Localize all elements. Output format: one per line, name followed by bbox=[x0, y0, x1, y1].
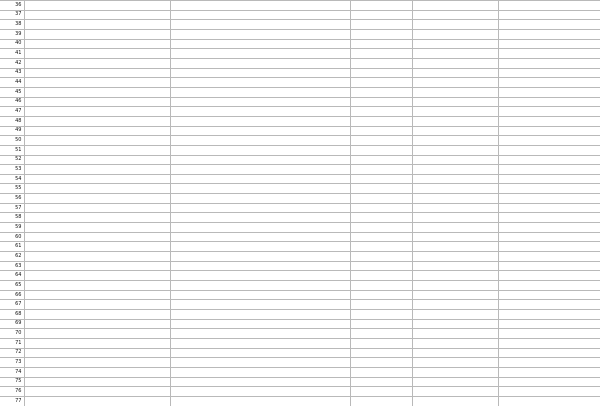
association-cell bbox=[498, 155, 600, 165]
row-id-cell: 63 bbox=[0, 261, 24, 271]
phone-number-cell bbox=[412, 213, 498, 223]
contact-name-cell bbox=[350, 223, 412, 233]
phone-number-cell bbox=[412, 184, 498, 194]
table-row bbox=[0, 184, 600, 194]
table-row bbox=[0, 97, 600, 107]
contact-name-cell bbox=[350, 252, 412, 262]
phone-number-cell bbox=[412, 396, 498, 406]
row-id-cell: 43 bbox=[0, 68, 24, 78]
association-cell bbox=[498, 232, 600, 242]
phone-number-cell bbox=[412, 136, 498, 146]
contact-name-cell bbox=[350, 329, 412, 339]
address-cell bbox=[170, 319, 350, 329]
address-cell bbox=[170, 348, 350, 358]
table-row bbox=[0, 387, 600, 397]
phone-number-cell bbox=[412, 290, 498, 300]
address-cell bbox=[170, 271, 350, 281]
address-cell bbox=[170, 203, 350, 213]
contact-name-cell bbox=[350, 155, 412, 165]
company-name-cell bbox=[24, 290, 170, 300]
contact-name-cell bbox=[350, 271, 412, 281]
phone-number-cell bbox=[412, 165, 498, 175]
contact-name-cell bbox=[350, 174, 412, 184]
table-row bbox=[0, 165, 600, 175]
row-id-cell: 38 bbox=[0, 20, 24, 30]
table-row bbox=[0, 145, 600, 155]
contact-name-cell bbox=[350, 310, 412, 320]
company-name-cell bbox=[24, 281, 170, 291]
association-cell bbox=[498, 29, 600, 39]
contact-name-cell bbox=[350, 107, 412, 117]
address-cell bbox=[170, 242, 350, 252]
company-name-cell bbox=[24, 261, 170, 271]
table-row bbox=[0, 348, 600, 358]
address-cell bbox=[170, 97, 350, 107]
address-cell bbox=[170, 290, 350, 300]
contact-name-cell bbox=[350, 194, 412, 204]
row-id-cell: 56 bbox=[0, 194, 24, 204]
phone-number-cell bbox=[412, 97, 498, 107]
company-name-cell bbox=[24, 136, 170, 146]
table-row bbox=[0, 396, 600, 406]
contact-name-cell bbox=[350, 300, 412, 310]
row-id-cell: 48 bbox=[0, 116, 24, 126]
table-row bbox=[0, 271, 600, 281]
row-id-cell: 54 bbox=[0, 174, 24, 184]
association-cell bbox=[498, 10, 600, 20]
phone-number-cell bbox=[412, 377, 498, 387]
address-cell bbox=[170, 223, 350, 233]
contact-name-cell bbox=[350, 49, 412, 59]
table-row bbox=[0, 242, 600, 252]
company-name-cell bbox=[24, 348, 170, 358]
company-name-cell bbox=[24, 358, 170, 368]
row-id-cell: 69 bbox=[0, 319, 24, 329]
address-cell bbox=[170, 1, 350, 11]
row-id-cell: 37 bbox=[0, 10, 24, 20]
row-id-cell: 55 bbox=[0, 184, 24, 194]
association-cell bbox=[498, 78, 600, 88]
phone-number-cell bbox=[412, 261, 498, 271]
contact-name-cell bbox=[350, 232, 412, 242]
company-name-cell bbox=[24, 165, 170, 175]
contact-name-cell bbox=[350, 290, 412, 300]
association-cell bbox=[498, 1, 600, 11]
contact-name-cell bbox=[350, 20, 412, 30]
association-cell bbox=[498, 396, 600, 406]
address-cell bbox=[170, 377, 350, 387]
table-row bbox=[0, 261, 600, 271]
company-name-cell bbox=[24, 49, 170, 59]
phone-number-cell bbox=[412, 155, 498, 165]
phone-number-cell bbox=[412, 252, 498, 262]
phone-number-cell bbox=[412, 126, 498, 136]
association-cell bbox=[498, 338, 600, 348]
row-id-cell: 50 bbox=[0, 136, 24, 146]
contact-name-cell bbox=[350, 281, 412, 291]
company-name-cell bbox=[24, 97, 170, 107]
company-name-cell bbox=[24, 310, 170, 320]
company-name-cell bbox=[24, 194, 170, 204]
association-cell bbox=[498, 136, 600, 146]
association-cell bbox=[498, 271, 600, 281]
row-id-cell: 51 bbox=[0, 145, 24, 155]
address-cell bbox=[170, 165, 350, 175]
association-cell bbox=[498, 310, 600, 320]
company-name-cell bbox=[24, 10, 170, 20]
company-name-cell bbox=[24, 184, 170, 194]
row-id-cell: 40 bbox=[0, 39, 24, 49]
phone-number-cell bbox=[412, 1, 498, 11]
association-cell bbox=[498, 49, 600, 59]
table-row bbox=[0, 68, 600, 78]
phone-number-cell bbox=[412, 10, 498, 20]
address-cell bbox=[170, 155, 350, 165]
contact-name-cell bbox=[350, 358, 412, 368]
table-row bbox=[0, 87, 600, 97]
address-cell bbox=[170, 194, 350, 204]
phone-number-cell bbox=[412, 174, 498, 184]
company-name-cell bbox=[24, 232, 170, 242]
contact-name-cell bbox=[350, 184, 412, 194]
address-cell bbox=[170, 174, 350, 184]
association-cell bbox=[498, 97, 600, 107]
address-cell bbox=[170, 145, 350, 155]
row-id-cell: 71 bbox=[0, 338, 24, 348]
phone-number-cell bbox=[412, 78, 498, 88]
contact-name-cell bbox=[350, 126, 412, 136]
company-name-cell bbox=[24, 387, 170, 397]
address-cell bbox=[170, 300, 350, 310]
association-cell bbox=[498, 387, 600, 397]
address-cell bbox=[170, 10, 350, 20]
company-name-cell bbox=[24, 338, 170, 348]
association-cell bbox=[498, 348, 600, 358]
address-cell bbox=[170, 232, 350, 242]
contact-name-cell bbox=[350, 29, 412, 39]
table-row bbox=[0, 367, 600, 377]
phone-number-cell bbox=[412, 329, 498, 339]
phone-number-cell bbox=[412, 367, 498, 377]
address-cell bbox=[170, 58, 350, 68]
company-name-cell bbox=[24, 126, 170, 136]
table-row bbox=[0, 319, 600, 329]
table-row bbox=[0, 49, 600, 59]
table-row bbox=[0, 203, 600, 213]
phone-number-cell bbox=[412, 223, 498, 233]
table-row bbox=[0, 300, 600, 310]
association-cell bbox=[498, 126, 600, 136]
contact-name-cell bbox=[350, 58, 412, 68]
table-row bbox=[0, 155, 600, 165]
row-id-cell: 72 bbox=[0, 348, 24, 358]
company-name-cell bbox=[24, 300, 170, 310]
association-cell bbox=[498, 300, 600, 310]
row-id-cell: 53 bbox=[0, 165, 24, 175]
row-id-cell: 76 bbox=[0, 387, 24, 397]
company-name-cell bbox=[24, 396, 170, 406]
table-row bbox=[0, 252, 600, 262]
phone-number-cell bbox=[412, 39, 498, 49]
association-cell bbox=[498, 58, 600, 68]
contact-name-cell bbox=[350, 396, 412, 406]
phone-number-cell bbox=[412, 338, 498, 348]
address-cell bbox=[170, 29, 350, 39]
address-cell bbox=[170, 136, 350, 146]
row-id-cell: 39 bbox=[0, 29, 24, 39]
company-name-cell bbox=[24, 252, 170, 262]
table-row bbox=[0, 223, 600, 233]
company-name-cell bbox=[24, 1, 170, 11]
company-name-cell bbox=[24, 213, 170, 223]
association-cell bbox=[498, 116, 600, 126]
row-id-cell: 75 bbox=[0, 377, 24, 387]
association-cell bbox=[498, 261, 600, 271]
company-name-cell bbox=[24, 107, 170, 117]
contact-name-cell bbox=[350, 165, 412, 175]
company-name-cell bbox=[24, 377, 170, 387]
address-cell bbox=[170, 126, 350, 136]
company-name-cell bbox=[24, 223, 170, 233]
association-cell bbox=[498, 145, 600, 155]
table-row bbox=[0, 377, 600, 387]
row-id-cell: 59 bbox=[0, 223, 24, 233]
address-cell bbox=[170, 367, 350, 377]
directory-body bbox=[0, 1, 600, 406]
table-row bbox=[0, 174, 600, 184]
association-cell bbox=[498, 223, 600, 233]
phone-number-cell bbox=[412, 49, 498, 59]
row-id-cell: 44 bbox=[0, 78, 24, 88]
table-row bbox=[0, 107, 600, 117]
phone-number-cell bbox=[412, 310, 498, 320]
company-name-cell bbox=[24, 155, 170, 165]
association-cell bbox=[498, 184, 600, 194]
row-id-cell: 67 bbox=[0, 300, 24, 310]
address-cell bbox=[170, 116, 350, 126]
company-name-cell bbox=[24, 271, 170, 281]
phone-number-cell bbox=[412, 203, 498, 213]
company-name-cell bbox=[24, 39, 170, 49]
association-cell bbox=[498, 165, 600, 175]
contact-name-cell bbox=[350, 203, 412, 213]
table-row bbox=[0, 281, 600, 291]
table-row bbox=[0, 39, 600, 49]
association-cell bbox=[498, 39, 600, 49]
contact-name-cell bbox=[350, 10, 412, 20]
company-name-cell bbox=[24, 242, 170, 252]
address-cell bbox=[170, 184, 350, 194]
company-name-cell bbox=[24, 78, 170, 88]
row-id-cell: 36 bbox=[0, 1, 24, 11]
phone-number-cell bbox=[412, 116, 498, 126]
table-row bbox=[0, 58, 600, 68]
contact-name-cell bbox=[350, 78, 412, 88]
association-cell bbox=[498, 203, 600, 213]
table-row bbox=[0, 116, 600, 126]
phone-number-cell bbox=[412, 232, 498, 242]
row-id-cell: 74 bbox=[0, 367, 24, 377]
address-cell bbox=[170, 329, 350, 339]
row-id-cell: 65 bbox=[0, 281, 24, 291]
contact-name-cell bbox=[350, 367, 412, 377]
phone-number-cell bbox=[412, 29, 498, 39]
phone-number-cell bbox=[412, 348, 498, 358]
association-cell bbox=[498, 252, 600, 262]
contact-name-cell bbox=[350, 1, 412, 11]
phone-number-cell bbox=[412, 319, 498, 329]
address-cell bbox=[170, 49, 350, 59]
address-cell bbox=[170, 107, 350, 117]
association-cell bbox=[498, 194, 600, 204]
phone-number-cell bbox=[412, 242, 498, 252]
row-id-cell: 46 bbox=[0, 97, 24, 107]
contact-name-cell bbox=[350, 319, 412, 329]
table-row bbox=[0, 358, 600, 368]
association-cell bbox=[498, 319, 600, 329]
phone-number-cell bbox=[412, 300, 498, 310]
row-id-cell: 66 bbox=[0, 290, 24, 300]
phone-number-cell bbox=[412, 194, 498, 204]
phone-number-cell bbox=[412, 20, 498, 30]
company-name-cell bbox=[24, 29, 170, 39]
row-id-cell: 49 bbox=[0, 126, 24, 136]
company-name-cell bbox=[24, 329, 170, 339]
company-name-cell bbox=[24, 174, 170, 184]
row-id-cell: 62 bbox=[0, 252, 24, 262]
address-cell bbox=[170, 252, 350, 262]
table-row bbox=[0, 329, 600, 339]
row-id-cell: 57 bbox=[0, 203, 24, 213]
row-id-cell: 52 bbox=[0, 155, 24, 165]
table-row bbox=[0, 20, 600, 30]
phone-number-cell bbox=[412, 271, 498, 281]
address-cell bbox=[170, 358, 350, 368]
row-id-cell: 60 bbox=[0, 232, 24, 242]
table-row bbox=[0, 1, 600, 11]
row-id-cell: 64 bbox=[0, 271, 24, 281]
table-row bbox=[0, 338, 600, 348]
contact-name-cell bbox=[350, 136, 412, 146]
row-id-cell: 77 bbox=[0, 396, 24, 406]
address-cell bbox=[170, 78, 350, 88]
company-name-cell bbox=[24, 116, 170, 126]
association-cell bbox=[498, 174, 600, 184]
table-row bbox=[0, 10, 600, 20]
phone-number-cell bbox=[412, 281, 498, 291]
phone-number-cell bbox=[412, 58, 498, 68]
address-cell bbox=[170, 310, 350, 320]
association-cell bbox=[498, 290, 600, 300]
contact-name-cell bbox=[350, 39, 412, 49]
row-id-cell: 68 bbox=[0, 310, 24, 320]
table-row bbox=[0, 136, 600, 146]
row-id-cell: 45 bbox=[0, 87, 24, 97]
contact-name-cell bbox=[350, 116, 412, 126]
contact-name-cell bbox=[350, 338, 412, 348]
contact-name-cell bbox=[350, 213, 412, 223]
table-row bbox=[0, 194, 600, 204]
contact-name-cell bbox=[350, 348, 412, 358]
contact-name-cell bbox=[350, 87, 412, 97]
row-id-cell: 47 bbox=[0, 107, 24, 117]
row-id-cell: 61 bbox=[0, 242, 24, 252]
address-cell bbox=[170, 213, 350, 223]
address-cell bbox=[170, 396, 350, 406]
table-row bbox=[0, 213, 600, 223]
association-cell bbox=[498, 377, 600, 387]
contact-name-cell bbox=[350, 242, 412, 252]
contact-name-cell bbox=[350, 97, 412, 107]
row-id-cell: 58 bbox=[0, 213, 24, 223]
contact-name-cell bbox=[350, 68, 412, 78]
table-row bbox=[0, 310, 600, 320]
phone-number-cell bbox=[412, 358, 498, 368]
phone-number-cell bbox=[412, 107, 498, 117]
table-row bbox=[0, 290, 600, 300]
address-cell bbox=[170, 68, 350, 78]
association-cell bbox=[498, 358, 600, 368]
address-cell bbox=[170, 387, 350, 397]
table-row bbox=[0, 126, 600, 136]
table-row bbox=[0, 29, 600, 39]
address-cell bbox=[170, 338, 350, 348]
address-cell bbox=[170, 261, 350, 271]
table-row bbox=[0, 232, 600, 242]
association-cell bbox=[498, 68, 600, 78]
address-cell bbox=[170, 87, 350, 97]
association-cell bbox=[498, 281, 600, 291]
company-name-cell bbox=[24, 367, 170, 377]
address-cell bbox=[170, 281, 350, 291]
company-name-cell bbox=[24, 203, 170, 213]
row-id-cell: 41 bbox=[0, 49, 24, 59]
company-name-cell bbox=[24, 87, 170, 97]
address-cell bbox=[170, 20, 350, 30]
row-id-cell: 73 bbox=[0, 358, 24, 368]
contact-name-cell bbox=[350, 387, 412, 397]
association-cell bbox=[498, 107, 600, 117]
contact-name-cell bbox=[350, 377, 412, 387]
association-cell bbox=[498, 242, 600, 252]
association-cell bbox=[498, 367, 600, 377]
contact-name-cell bbox=[350, 145, 412, 155]
row-id-cell: 70 bbox=[0, 329, 24, 339]
phone-number-cell bbox=[412, 145, 498, 155]
association-cell bbox=[498, 329, 600, 339]
company-name-cell bbox=[24, 68, 170, 78]
association-cell bbox=[498, 87, 600, 97]
address-cell bbox=[170, 39, 350, 49]
row-id-cell: 42 bbox=[0, 58, 24, 68]
table-row bbox=[0, 78, 600, 88]
company-name-cell bbox=[24, 145, 170, 155]
company-name-cell bbox=[24, 20, 170, 30]
company-name-cell bbox=[24, 319, 170, 329]
company-name-cell bbox=[24, 58, 170, 68]
phone-number-cell bbox=[412, 387, 498, 397]
phone-number-cell bbox=[412, 87, 498, 97]
association-cell bbox=[498, 20, 600, 30]
contact-name-cell bbox=[350, 261, 412, 271]
phone-number-cell bbox=[412, 68, 498, 78]
association-cell bbox=[498, 213, 600, 223]
